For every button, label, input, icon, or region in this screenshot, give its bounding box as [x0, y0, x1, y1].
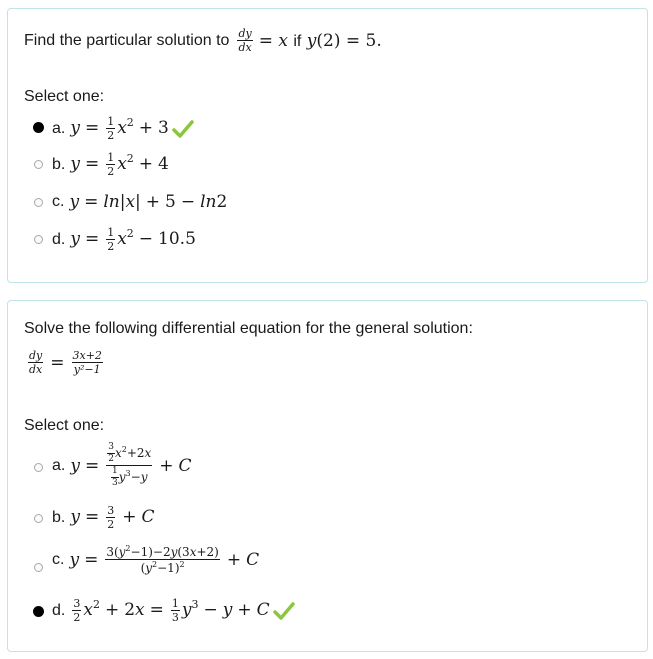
q1-option-d-radio[interactable] — [34, 235, 43, 244]
equation-lhs-denominator: dx — [29, 363, 43, 376]
q2-option-c-expr: y = $\frac{3(y^2-1)-2y(3x+2)}{(y^2-1)^2}$ + C — [69, 544, 260, 575]
q2-option-c-label: c. — [52, 550, 65, 568]
q1-option-d[interactable] — [52, 227, 196, 252]
q1-option-a[interactable] — [52, 116, 194, 141]
q1-option-b[interactable] — [52, 152, 169, 177]
q2-option-b-radio[interactable] — [34, 514, 43, 523]
q2-option-b-expr: y = $\frac{3}{2}$ + C — [70, 504, 155, 531]
equation-rhs-denominator: y²−1 — [73, 363, 101, 376]
q1-option-a-expr: y = $\frac{1}{2}$ $x^2 + 3$ — [70, 115, 169, 142]
check-icon — [172, 120, 194, 138]
q2-option-d-label: d. — [52, 601, 66, 619]
question-2-select-label: Select one: — [24, 417, 105, 434]
q1-option-d-label: d. — [52, 230, 66, 248]
q2-option-d[interactable] — [52, 598, 295, 623]
question-2-equation: $\frac{dy}{dx}$ = $\frac{3x+2}{\text{y²−1}}$ — [29, 349, 102, 376]
q1-option-c-radio[interactable] — [34, 198, 43, 207]
derivative-denominator: dx — [238, 41, 252, 54]
question-1-derivative — [235, 28, 254, 53]
q2-option-d-expr: $\frac{3}{2}$ $x^2 + 2x$ = $\frac{1}{3}$ $y^3 - y + C$ — [73, 597, 270, 624]
q2-option-b[interactable] — [52, 505, 154, 530]
question-1-select-label: Select one: — [24, 88, 105, 105]
q2-option-a[interactable] — [52, 443, 192, 488]
equation-lhs-numerator: dy — [29, 349, 43, 362]
q2-option-c[interactable] — [52, 545, 259, 574]
q1-option-c-expr: y = ln|x| + 5 − ln2 — [69, 192, 228, 212]
q2-option-c-radio[interactable] — [34, 563, 43, 572]
q1-option-b-label: b. — [52, 155, 66, 173]
q1-option-d-expr: y = $\frac{1}{2}$ $x^2 - 10.5$ — [70, 226, 196, 253]
q2-option-d-radio[interactable] — [33, 606, 44, 617]
question-1-prompt — [24, 28, 382, 53]
q1-option-a-radio[interactable] — [33, 122, 44, 133]
q1-option-c-label: c. — [52, 193, 65, 210]
question-2-prompt: Solve the following differential equation for the general solution: — [24, 320, 473, 337]
q2-option-a-label: a. — [52, 456, 66, 474]
question-1-condition: = x if y(2) = 5. — [258, 30, 382, 51]
derivative-numerator: dy — [238, 27, 252, 40]
q1-option-c[interactable] — [52, 192, 227, 212]
q2-option-a-radio[interactable] — [34, 463, 43, 472]
q2-option-b-label: b. — [52, 508, 66, 526]
q1-option-a-label: a. — [52, 119, 66, 137]
equation-rhs-numerator: 3x+2 — [72, 349, 102, 362]
q2-option-a-expr: y = $\frac{3}{2}$ $x^2+2x$ $\frac{1}{3}$ $y^3-y$ + C — [70, 442, 192, 488]
q1-option-b-expr: y = $\frac{1}{2}$ $x^2 + 4$ — [70, 151, 169, 178]
check-icon — [273, 602, 295, 620]
q1-option-b-radio[interactable] — [34, 160, 43, 169]
question-1-prompt-text: Find the particular solution to — [24, 31, 230, 49]
